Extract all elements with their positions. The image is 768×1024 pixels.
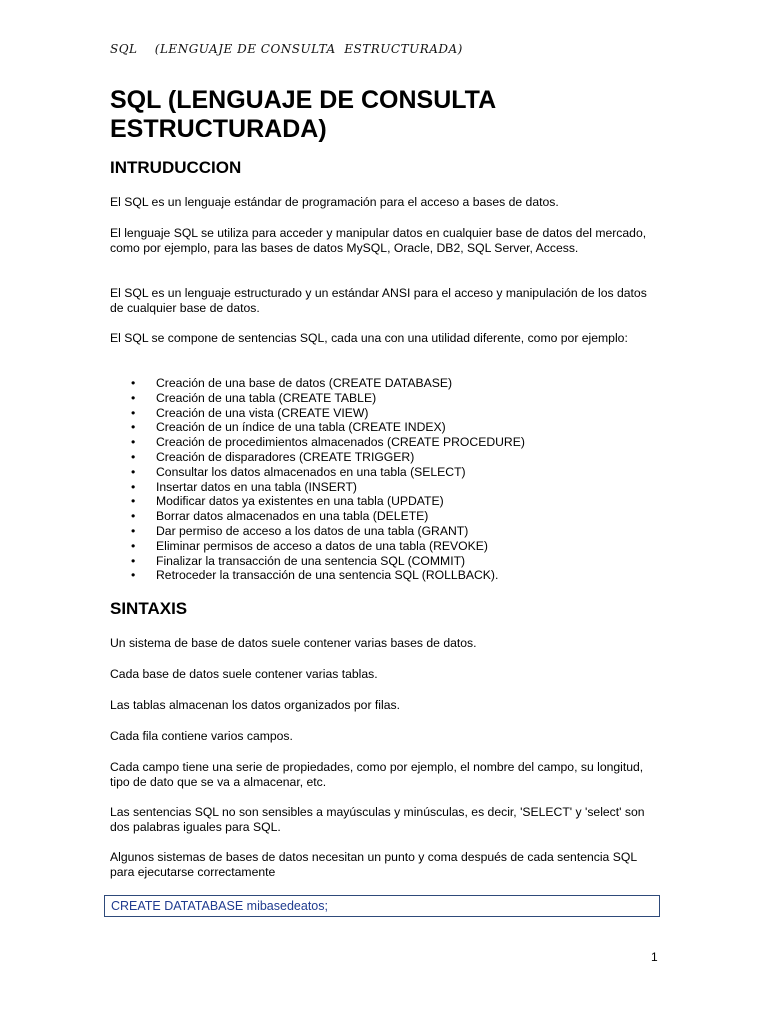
list-item: • Borrar datos almacenados en una tabla (DELETE): [110, 509, 525, 524]
list-item: • Insertar datos en una tabla (INSERT): [110, 480, 525, 495]
list-item: • Modificar datos ya existentes en una tabla (UPDATE): [110, 494, 525, 509]
syntax-paragraph: Cada campo tiene una serie de propiedades, como por ejemplo, el nombre del campo, su longitud, tipo de dato que se va a almacenar, etc.: [110, 760, 644, 789]
list-item: • Creación de disparadores (CREATE TRIGGER): [110, 450, 525, 465]
intro-paragraph: El SQL es un lenguaje estructurado y un estándar ANSI para el acceso y manipulación de los datos de cualquier base de datos.: [110, 286, 647, 315]
list-item: • Retroceder la transacción de una sentencia SQL (ROLLBACK).: [110, 568, 525, 583]
list-item: • Eliminar permisos de acceso a datos de una tabla (REVOKE): [110, 539, 525, 554]
syntax-paragraph: Cada fila contiene varios campos.: [110, 729, 293, 743]
sql-statements-list: [110, 376, 525, 583]
section-heading-intro: INTRUDUCCION: [110, 158, 242, 177]
syntax-paragraph: Un sistema de base de datos suele contener varias bases de datos.: [110, 636, 477, 650]
code-example-box: CREATE DATATABASE mibasedeatos;: [104, 895, 660, 917]
page-number: 1: [651, 950, 658, 964]
list-item: • Dar permiso de acceso a los datos de una tabla (GRANT): [110, 524, 525, 539]
list-item: • Consultar los datos almacenados en una tabla (SELECT): [110, 465, 525, 480]
syntax-paragraph: Las tablas almacenan los datos organizados por filas.: [110, 698, 400, 712]
running-header: SQL (LENGUAJE DE CONSULTA ESTRUCTURADA): [110, 42, 463, 56]
syntax-paragraph: Algunos sistemas de bases de datos necesitan un punto y coma después de cada sentencia SQL para ejecutarse correctamente: [110, 850, 637, 879]
list-item: • Finalizar la transacción de una sentencia SQL (COMMIT): [110, 554, 525, 569]
list-item: • Creación de procedimientos almacenados (CREATE PROCEDURE): [110, 435, 525, 450]
section-heading-syntax: SINTAXIS: [110, 599, 188, 618]
intro-paragraph: El lenguaje SQL se utiliza para acceder y manipular datos en cualquier base de datos del mercado, como por ejemplo, para las bases de datos MySQL, Oracle, DB2, SQL Server, Access.: [110, 226, 647, 255]
list-item: • Creación de un índice de una tabla (CREATE INDEX): [110, 420, 525, 435]
document-title: SQL (LENGUAJE DE CONSULTA ESTRUCTURADA): [110, 86, 497, 143]
list-item: • Creación de una tabla (CREATE TABLE): [110, 391, 525, 406]
list-item: • Creación de una base de datos (CREATE DATABASE): [110, 376, 525, 391]
syntax-paragraph: Cada base de datos suele contener varias tablas.: [110, 667, 378, 681]
syntax-paragraph: Las sentencias SQL no son sensibles a mayúsculas y minúsculas, es decir, 'SELECT' y 'select' son dos palabras iguales para SQL.: [110, 805, 645, 834]
intro-paragraph: El SQL es un lenguaje estándar de programación para el acceso a bases de datos.: [110, 195, 559, 209]
list-item: • Creación de una vista (CREATE VIEW): [110, 406, 525, 421]
intro-paragraph: El SQL se compone de sentencias SQL, cada una con una utilidad diferente, como por ejemplo:: [110, 331, 628, 345]
